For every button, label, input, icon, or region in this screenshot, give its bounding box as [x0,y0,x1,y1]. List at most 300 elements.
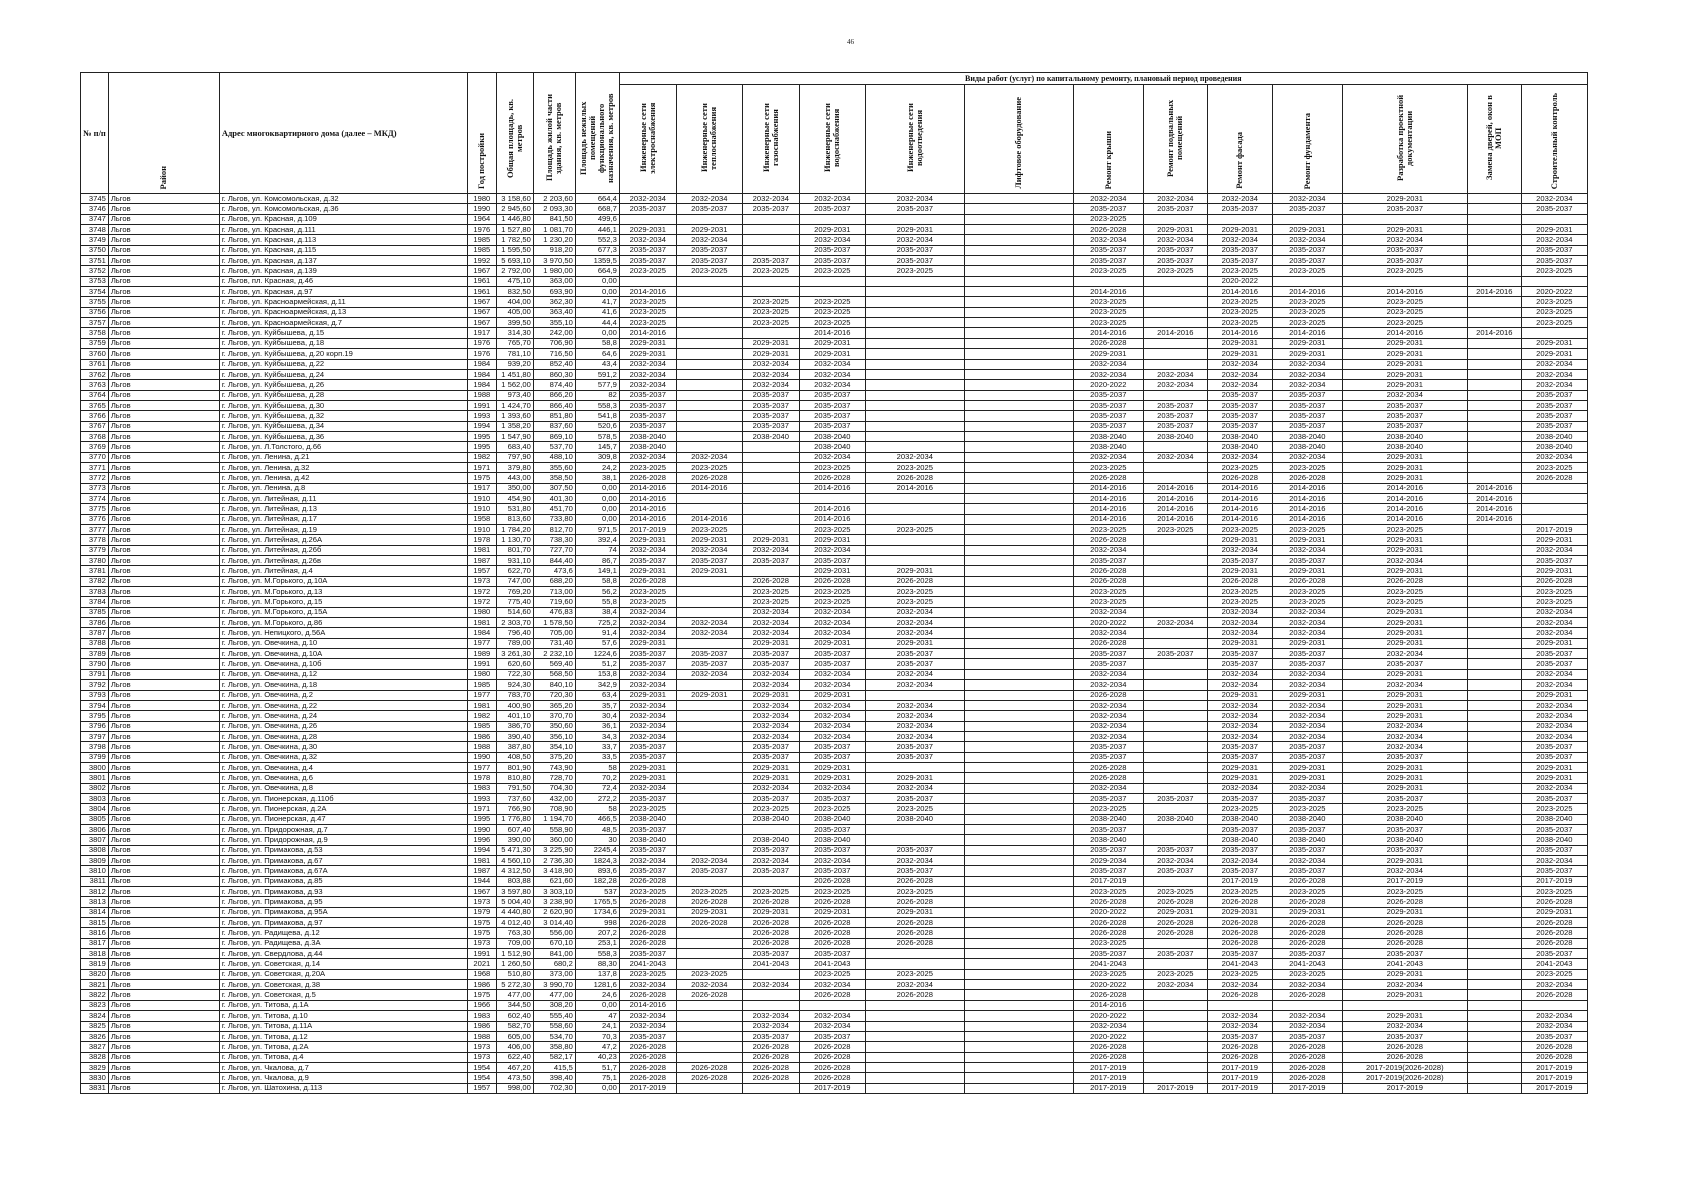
cell-address: г. Льгов, ул. Куйбышева, д.24 [219,369,467,379]
cell-nonliving-area: 272,2 [575,793,619,803]
cell-sewer [865,762,964,772]
cell-total-area: 709,00 [496,938,533,948]
cell-year: 1993 [467,793,496,803]
cell-basement [1143,990,1207,1000]
cell-roof: 2026-2028 [1073,762,1143,772]
cell-year: 1985 [467,680,496,690]
cell-water: 2026-2028 [799,938,865,948]
cell-nonliving-area: 0,00 [575,1000,619,1010]
cell-construction-control [1521,483,1587,493]
cell-sewer [865,359,964,369]
cell-gas: 2032-2034 [742,618,799,628]
cell-address: г. Льгов, ул. Ленина, д.32 [219,462,467,472]
cell-project-docs: 2023-2025 [1342,804,1467,814]
cell-water: 2035-2037 [799,742,865,752]
cell-district: Льгов [108,380,219,390]
cell-nonliving-area: 36,1 [575,721,619,731]
cell-doors-windows [1467,369,1521,379]
cell-district: Льгов [108,887,219,897]
table-row [81,1011,1588,1021]
cell-foundation: 2017-2019 [1272,1083,1342,1093]
cell-basement [1143,690,1207,700]
cell-construction-control: 2029-2031 [1521,349,1587,359]
cell-basement [1143,576,1207,586]
cell-sewer: 2032-2034 [865,607,964,617]
cell-no: 3806 [81,824,109,834]
cell-address: г. Льгов, ул. Титова, д.12 [219,1031,467,1041]
cell-lift [964,504,1073,514]
cell-lift [964,659,1073,669]
cell-doors-windows [1467,535,1521,545]
cell-water: 2038-2040 [799,835,865,845]
cell-lift [964,1073,1073,1083]
cell-electric: 2014-2016 [619,1000,676,1010]
header-works-group: Виды работ (услуг) по капитальному ремонту, плановый период проведения [619,73,1587,85]
cell-year: 1957 [467,1083,496,1093]
cell-year: 1990 [467,824,496,834]
cell-year: 1973 [467,938,496,948]
cell-electric: 2014-2016 [619,493,676,503]
cell-construction-control: 2035-2037 [1521,1031,1587,1041]
cell-total-area: 510,80 [496,969,533,979]
cell-heat [676,411,742,421]
cell-no: 3764 [81,390,109,400]
table-row [81,628,1588,638]
cell-water: 2029-2031 [799,907,865,917]
table-row [81,349,1588,359]
cell-doors-windows [1467,576,1521,586]
cell-water: 2032-2034 [799,700,865,710]
cell-electric [619,214,676,224]
cell-roof: 2026-2028 [1073,990,1143,1000]
cell-doors-windows [1467,783,1521,793]
cell-water: 2029-2031 [799,638,865,648]
cell-roof: 2032-2034 [1073,607,1143,617]
cell-sewer [865,287,964,297]
cell-lift [964,287,1073,297]
cell-foundation: 2023-2025 [1272,307,1342,317]
cell-address: г. Льгов, ул. Литейная, д.26б [219,545,467,555]
cell-project-docs: 2023-2025 [1342,525,1467,535]
cell-lift [964,380,1073,390]
cell-nonliving-area: 971,5 [575,525,619,535]
cell-doors-windows [1467,380,1521,390]
cell-basement [1143,721,1207,731]
cell-construction-control: 2023-2025 [1521,318,1587,328]
cell-foundation: 2023-2025 [1272,297,1342,307]
cell-gas [742,214,799,224]
cell-district: Льгов [108,493,219,503]
cell-foundation: 2029-2031 [1272,535,1342,545]
table-row [81,1083,1588,1093]
cell-basement [1143,742,1207,752]
cell-gas: 2035-2037 [742,752,799,762]
table-row [81,225,1588,235]
cell-roof: 2032-2034 [1073,721,1143,731]
cell-gas: 2038-2040 [742,835,799,845]
cell-project-docs: 2017-2019 [1342,876,1467,886]
cell-project-docs: 2029-2031 [1342,380,1467,390]
cell-nonliving-area: 74 [575,545,619,555]
header-work-10: Разработка проектной документации [1342,85,1467,194]
cell-gas: 2035-2037 [742,793,799,803]
cell-facade: 2032-2034 [1207,721,1272,731]
cell-doors-windows [1467,214,1521,224]
cell-water: 2026-2028 [799,1042,865,1052]
cell-basement [1143,318,1207,328]
cell-construction-control: 2035-2037 [1521,204,1587,214]
cell-district: Льгов [108,307,219,317]
cell-project-docs: 2023-2025 [1342,587,1467,597]
cell-year: 1973 [467,1042,496,1052]
cell-nonliving-area: 82 [575,390,619,400]
cell-year: 1984 [467,380,496,390]
cell-project-docs: 2035-2037 [1342,659,1467,669]
cell-heat [676,442,742,452]
cell-doors-windows [1467,307,1521,317]
cell-heat [676,1000,742,1010]
cell-basement [1143,773,1207,783]
cell-foundation: 2014-2016 [1272,483,1342,493]
cell-heat: 2026-2028 [676,1073,742,1083]
cell-district: Льгов [108,607,219,617]
cell-nonliving-area: 893,6 [575,866,619,876]
cell-district: Льгов [108,628,219,638]
cell-living-area: 415,5 [533,1062,575,1072]
header-work-11: Замена дверей, окон в МОП [1467,85,1521,194]
cell-doors-windows [1467,1073,1521,1083]
cell-foundation: 2035-2037 [1272,411,1342,421]
cell-total-area: 387,80 [496,742,533,752]
cell-doors-windows [1467,856,1521,866]
cell-gas: 2038-2040 [742,431,799,441]
table-row [81,969,1588,979]
cell-lift [964,969,1073,979]
cell-water: 2029-2031 [799,225,865,235]
cell-nonliving-area: 309,8 [575,452,619,462]
cell-facade: 2023-2025 [1207,525,1272,535]
cell-living-area: 705,00 [533,628,575,638]
cell-construction-control: 2017-2019 [1521,1083,1587,1093]
cell-year: 1986 [467,980,496,990]
cell-address: г. Льгов, ул. Литейная, д.19 [219,525,467,535]
cell-living-area: 702,30 [533,1083,575,1093]
cell-no: 3814 [81,907,109,917]
cell-water: 2017-2019 [799,1083,865,1093]
cell-district: Льгов [108,1073,219,1083]
cell-foundation: 2026-2028 [1272,1042,1342,1052]
cell-lift [964,369,1073,379]
cell-water: 2032-2034 [799,711,865,721]
cell-gas: 2032-2034 [742,380,799,390]
cell-sewer: 2032-2034 [865,731,964,741]
cell-doors-windows [1467,400,1521,410]
cell-facade: 2029-2031 [1207,338,1272,348]
cell-lift [964,721,1073,731]
cell-heat: 2032-2034 [676,235,742,245]
cell-roof: 2023-2025 [1073,587,1143,597]
cell-electric: 2038-2040 [619,442,676,452]
cell-roof: 2035-2037 [1073,752,1143,762]
cell-nonliving-area: 558,3 [575,400,619,410]
cell-nonliving-area: 58 [575,762,619,772]
cell-foundation: 2014-2016 [1272,287,1342,297]
cell-total-area: 404,00 [496,297,533,307]
cell-foundation: 2026-2028 [1272,990,1342,1000]
cell-address: г. Льгов, ул. Куйбышева, д.15 [219,328,467,338]
cell-doors-windows [1467,773,1521,783]
cell-electric: 2032-2034 [619,607,676,617]
cell-basement [1143,297,1207,307]
table-row [81,824,1588,834]
cell-heat [676,845,742,855]
page-number: 46 [847,38,854,46]
table-row [81,618,1588,628]
cell-water: 2035-2037 [799,421,865,431]
cell-project-docs: 2029-2031 [1342,700,1467,710]
cell-gas: 2032-2034 [742,628,799,638]
cell-roof: 2023-2025 [1073,525,1143,535]
cell-heat [676,1031,742,1041]
cell-year: 1990 [467,752,496,762]
cell-roof: 2020-2022 [1073,980,1143,990]
cell-construction-control: 2032-2034 [1521,669,1587,679]
cell-no: 3791 [81,669,109,679]
cell-foundation: 2032-2034 [1272,628,1342,638]
cell-construction-control: 2026-2028 [1521,1042,1587,1052]
cell-lift [964,576,1073,586]
cell-address: г. Льгов, ул. Овечкина, д.12 [219,669,467,679]
cell-district: Льгов [108,618,219,628]
table-row [81,369,1588,379]
cell-nonliving-area: 58,8 [575,576,619,586]
cell-lift [964,493,1073,503]
cell-roof: 2032-2034 [1073,359,1143,369]
cell-roof: 2017-2019 [1073,1073,1143,1083]
cell-sewer [865,276,964,286]
cell-water: 2023-2025 [799,266,865,276]
cell-foundation: 2035-2037 [1272,649,1342,659]
cell-sewer: 2029-2031 [865,773,964,783]
cell-heat [676,338,742,348]
cell-roof: 2023-2025 [1073,297,1143,307]
cell-facade: 2014-2016 [1207,328,1272,338]
cell-sewer: 2032-2034 [865,618,964,628]
cell-total-area: 1 512,90 [496,949,533,959]
cell-project-docs: 2029-2031 [1342,969,1467,979]
cell-address: г. Льгов, ул. Красная, д.109 [219,214,467,224]
cell-address: г. Льгов, ул. Пионерская, д.110б [219,793,467,803]
cell-foundation: 2032-2034 [1272,783,1342,793]
cell-living-area: 918,20 [533,245,575,255]
cell-address: г. Льгов, ул. Овечкина, д.10б [219,659,467,669]
cell-roof: 2014-2016 [1073,504,1143,514]
table-row [81,214,1588,224]
cell-foundation: 2032-2034 [1272,607,1342,617]
cell-basement [1143,556,1207,566]
cell-roof: 2023-2025 [1073,969,1143,979]
cell-gas: 2035-2037 [742,845,799,855]
cell-heat [676,349,742,359]
cell-roof: 2026-2028 [1073,1052,1143,1062]
cell-electric: 2035-2037 [619,742,676,752]
cell-gas: 2032-2034 [742,545,799,555]
cell-construction-control: 2029-2031 [1521,338,1587,348]
cell-sewer: 2032-2034 [865,680,964,690]
cell-district: Льгов [108,680,219,690]
cell-no: 3748 [81,225,109,235]
cell-roof: 2032-2034 [1073,783,1143,793]
cell-basement [1143,587,1207,597]
cell-basement: 2029-2031 [1143,225,1207,235]
cell-construction-control: 2032-2034 [1521,607,1587,617]
cell-heat: 2035-2037 [676,866,742,876]
cell-construction-control: 2023-2025 [1521,307,1587,317]
cell-facade: 2023-2025 [1207,266,1272,276]
table-row [81,380,1588,390]
cell-year: 1990 [467,204,496,214]
cell-water: 2029-2031 [799,349,865,359]
cell-basement: 2035-2037 [1143,245,1207,255]
cell-water: 2038-2040 [799,442,865,452]
cell-basement: 2032-2034 [1143,369,1207,379]
cell-project-docs: 2029-2031 [1342,369,1467,379]
cell-basement [1143,638,1207,648]
cell-total-area: 803,88 [496,876,533,886]
cell-electric: 2032-2034 [619,731,676,741]
cell-doors-windows [1467,1011,1521,1021]
cell-address: г. Льгов, ул. Куйбышева, д.28 [219,390,467,400]
cell-district: Льгов [108,194,219,204]
cell-foundation: 2035-2037 [1272,752,1342,762]
cell-district: Льгов [108,907,219,917]
cell-gas [742,493,799,503]
cell-address: г. Льгов, ул. Советская, д.14 [219,959,467,969]
table-row [81,700,1588,710]
cell-sewer: 2032-2034 [865,235,964,245]
table-row [81,576,1588,586]
cell-gas: 2029-2031 [742,907,799,917]
cell-lift [964,918,1073,928]
cell-no: 3773 [81,483,109,493]
cell-no: 3795 [81,711,109,721]
cell-living-area: 713,00 [533,587,575,597]
cell-foundation: 2026-2028 [1272,897,1342,907]
header-district: Район [108,73,219,194]
table-row [81,711,1588,721]
cell-lift [964,483,1073,493]
cell-district: Льгов [108,359,219,369]
cell-gas: 2032-2034 [742,700,799,710]
cell-water: 2032-2034 [799,721,865,731]
cell-year: 1986 [467,1021,496,1031]
cell-living-area: 451,70 [533,504,575,514]
cell-doors-windows [1467,566,1521,576]
cell-sewer: 2032-2034 [865,980,964,990]
cell-nonliving-area: 64,6 [575,349,619,359]
cell-total-area: 314,30 [496,328,533,338]
cell-roof: 2017-2019 [1073,1062,1143,1072]
cell-gas: 2023-2025 [742,597,799,607]
cell-water: 2026-2028 [799,990,865,1000]
cell-basement [1143,462,1207,472]
cell-address: г. Льгов, ул. Куйбышева, д.26 [219,380,467,390]
cell-nonliving-area: 58,8 [575,338,619,348]
table-row [81,928,1588,938]
cell-address: г. Льгов, ул. Куйбышева, д.22 [219,359,467,369]
cell-electric: 2038-2040 [619,814,676,824]
cell-project-docs: 2035-2037 [1342,400,1467,410]
table-row [81,462,1588,472]
cell-sewer [865,1042,964,1052]
cell-total-area: 4 560,10 [496,856,533,866]
cell-address: г. Льгов, ул. Примакова, д.95А [219,907,467,917]
cell-basement [1143,1011,1207,1021]
cell-nonliving-area: 668,7 [575,204,619,214]
cell-basement [1143,1031,1207,1041]
cell-basement [1143,535,1207,545]
cell-district: Льгов [108,587,219,597]
cell-sewer [865,400,964,410]
cell-water: 2026-2028 [799,473,865,483]
cell-roof: 2038-2040 [1073,442,1143,452]
cell-roof: 2032-2034 [1073,545,1143,555]
cell-total-area: 399,50 [496,318,533,328]
cell-water: 2014-2016 [799,328,865,338]
cell-heat [676,287,742,297]
cell-roof: 2014-2016 [1073,493,1143,503]
cell-electric: 2023-2025 [619,887,676,897]
cell-total-area: 1 776,80 [496,814,533,824]
cell-no: 3777 [81,525,109,535]
cell-district: Льгов [108,773,219,783]
cell-facade: 2038-2040 [1207,835,1272,845]
cell-address: г. Льгов, ул. Овечкина, д.4 [219,762,467,772]
cell-foundation: 2026-2028 [1272,473,1342,483]
cell-construction-control: 2029-2031 [1521,638,1587,648]
cell-address: г. Льгов, ул. Комсомольская, д.32 [219,194,467,204]
cell-electric: 2035-2037 [619,659,676,669]
cell-doors-windows [1467,949,1521,959]
cell-lift [964,783,1073,793]
cell-heat: 2029-2031 [676,225,742,235]
cell-electric: 2032-2034 [619,1021,676,1031]
cell-roof: 2023-2025 [1073,266,1143,276]
cell-nonliving-area: 43,4 [575,359,619,369]
cell-electric: 2035-2037 [619,949,676,959]
cell-nonliving-area: 1281,6 [575,980,619,990]
cell-roof: 2023-2025 [1073,597,1143,607]
cell-doors-windows: 2014-2016 [1467,328,1521,338]
cell-basement: 2035-2037 [1143,204,1207,214]
cell-gas: 2023-2025 [742,587,799,597]
cell-living-area: 869,10 [533,431,575,441]
cell-heat [676,214,742,224]
table-row [81,845,1588,855]
cell-project-docs: 2038-2040 [1342,835,1467,845]
cell-living-area: 350,60 [533,721,575,731]
cell-living-area: 1 194,70 [533,814,575,824]
cell-lift [964,307,1073,317]
cell-no: 3799 [81,752,109,762]
cell-doors-windows: 2014-2016 [1467,483,1521,493]
cell-facade: 2026-2028 [1207,928,1272,938]
cell-no: 3796 [81,721,109,731]
table-row [81,597,1588,607]
cell-year: 1971 [467,804,496,814]
cell-construction-control: 2035-2037 [1521,949,1587,959]
cell-construction-control: 2035-2037 [1521,390,1587,400]
